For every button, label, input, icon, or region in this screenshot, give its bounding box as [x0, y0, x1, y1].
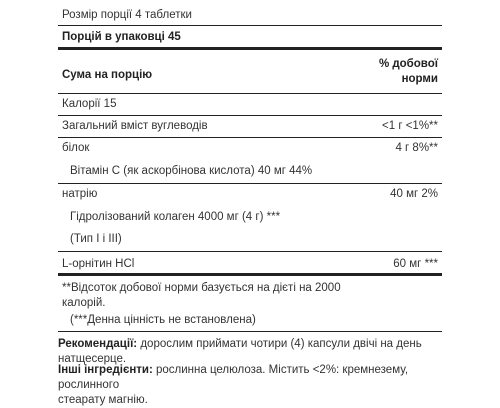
sodium-value: 40 мг 2% — [390, 188, 438, 200]
ornithine-value: 60 мг *** — [393, 258, 438, 270]
footnote-not-established: (***Денна цінність не встановлена) — [70, 314, 256, 326]
protein-value: 4 г 8%** — [395, 142, 438, 154]
sodium-row — [58, 184, 442, 252]
daily-value-header — [379, 57, 438, 87]
ingredients-text-line1: рослинна целюлоза. Містить <2%: кремнезему, рослинного — [58, 364, 409, 391]
supplement-facts-panel — [58, 0, 442, 332]
sodium-label: натрію — [62, 188, 98, 200]
calories-row — [58, 94, 442, 116]
amount-header-row — [58, 50, 442, 94]
daily-value-header-line2: норми — [401, 73, 438, 85]
collagen-line2: (Тип I і III) — [70, 233, 122, 245]
ornithine-label: L-орнітин HCl — [62, 258, 135, 270]
footnotes-row — [58, 276, 442, 332]
recommendations-label: Рекомендації: — [58, 338, 138, 350]
recommendations-text: дорослим приймати чотири (4) капсули двічі на день натщесерце. — [58, 338, 422, 365]
ornithine-row — [58, 252, 442, 276]
daily-value-header-line1: % добової — [378, 58, 438, 70]
footnote-daily-value — [62, 281, 341, 311]
other-ingredients — [58, 363, 458, 408]
ingredients-text-line2: стеарату магнію. — [58, 394, 148, 406]
protein-label: білок — [62, 142, 90, 154]
serving-size-row — [58, 0, 442, 26]
serving-size: Розмір порції 4 таблетки — [62, 9, 192, 21]
vitamin-c: Вітамін С (як аскорбінова кислота) 40 мг 44% — [70, 165, 313, 177]
footnote-daily-value-line2: калорій. — [62, 297, 106, 309]
total-carbs-value: <1 г <1%** — [382, 120, 438, 132]
ingredients-label: Інші інгредієнти: — [58, 364, 153, 376]
calories: Калорії 15 — [62, 98, 117, 110]
total-carbs-row — [58, 116, 442, 138]
servings-per-container-row — [58, 26, 442, 50]
collagen-line1: Гідролізований колаген 4000 мг (4 г) *** — [70, 211, 281, 223]
servings-per-container: Порцій в упаковці 45 — [62, 31, 181, 43]
protein-row — [58, 138, 442, 184]
footnote-daily-value-line1: **Відсоток добової норми базується на дієті на 2000 — [62, 282, 341, 294]
total-carbs-label: Загальний вміст вуглеводів — [62, 120, 208, 132]
amount-per-serving: Сума на порцію — [62, 69, 153, 81]
